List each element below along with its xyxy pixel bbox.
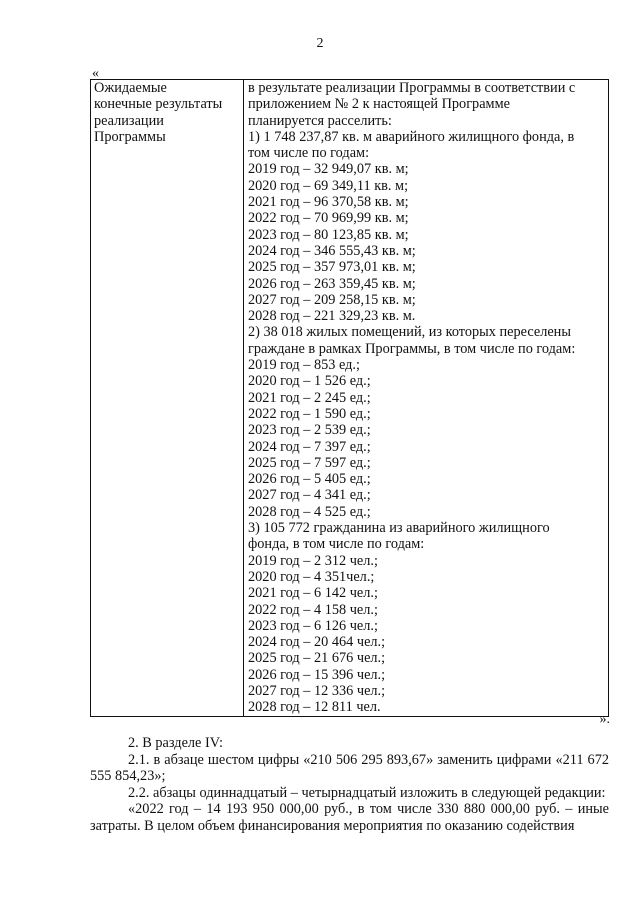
content-line: 2023 год – 80 123,85 кв. м; [248, 226, 409, 243]
content-line: 2028 год – 221 329,23 кв. м. [248, 308, 416, 325]
content-line: 2028 год – 4 525 ед.; [248, 503, 371, 520]
content-line: 1) 1 748 237,87 кв. м аварийного жилищного фонда, в [248, 128, 575, 145]
content-line: 2019 год – 32 949,07 кв. м; [248, 161, 409, 178]
content-line: 2) 38 018 жилых помещений, из которых переселены [248, 324, 571, 341]
content-line: том числе по годам: [248, 145, 370, 162]
table-row [91, 80, 609, 717]
content-line: 2021 год – 2 245 ед.; [248, 389, 371, 406]
paragraph-2-1: 2.1. в абзаце шестом цифры «210 506 295 893,67» заменить цифрами «211 672 555 854,23»; [90, 751, 609, 785]
table-label-cell [91, 80, 244, 717]
content-line: 2019 год – 2 312 чел.; [248, 552, 378, 569]
content-line: 2020 год – 69 349,11 кв. м; [248, 177, 409, 194]
content-line: 2021 год – 6 142 чел.; [248, 585, 378, 602]
content-line: 2020 год – 4 351чел.; [248, 568, 375, 585]
page-number: 2 [316, 36, 324, 51]
paragraph-section-iv: 2. В разделе IV: [128, 735, 223, 751]
content-line: 2025 год – 357 973,01 кв. м; [248, 259, 416, 276]
content-line: 2019 год – 853 ед.; [248, 357, 360, 374]
content-line: 2025 год – 7 597 ед.; [248, 454, 371, 471]
label-line: реализации [94, 112, 164, 129]
content-line: фонда, в том числе по годам: [248, 536, 425, 553]
content-line: 2022 год – 1 590 ед.; [248, 405, 371, 422]
table-content-cell [244, 80, 609, 717]
content-line: 2027 год – 209 258,15 кв. м; [248, 291, 416, 308]
label-line: конечные результаты [94, 96, 223, 113]
closing-quote: ». [599, 712, 610, 727]
label-line: Программы [94, 128, 166, 145]
program-results-table [90, 79, 609, 717]
content-line: 2024 год – 20 464 чел.; [248, 634, 386, 651]
content-line: 2024 год – 7 397 ед.; [248, 438, 371, 455]
content-line: 2025 год – 21 676 чел.; [248, 650, 386, 667]
paragraph-2-2: 2.2. абзацы одиннадцатый – четырнадцатый изложить в следующей редакции: [128, 784, 606, 801]
content-line: 2024 год – 346 555,43 кв. м; [248, 242, 416, 259]
content-line: 2023 год – 2 539 ед.; [248, 422, 371, 439]
content-line: 2026 год – 15 396 чел.; [248, 666, 386, 683]
label-line: Ожидаемые [94, 80, 167, 96]
paragraph-2022: «2022 год – 14 193 950 000,00 руб., в том числе 330 880 000,00 руб. – иные затраты. В целом объем финансирования мероприятия по оказанию содействия [90, 801, 609, 834]
content-line: 2023 год – 6 126 чел.; [248, 617, 378, 634]
content-line: 3) 105 772 гражданина из аварийного жилищного [248, 520, 550, 537]
content-line: 2022 год – 70 969,99 кв. м; [248, 210, 409, 227]
content-line: 2022 год – 4 158 чел.; [248, 601, 378, 618]
content-line: планируется расселить: [248, 112, 392, 129]
body-text [90, 735, 609, 835]
content-line: 2026 год – 5 405 ед.; [248, 471, 371, 488]
content-line: 2027 год – 12 336 чел.; [248, 682, 386, 699]
content-line: граждане в рамках Программы, в том числе по годам: [248, 340, 576, 357]
content-line: приложением № 2 к настоящей Программе [248, 96, 510, 113]
content-line: 2026 год – 263 359,45 кв. м; [248, 275, 416, 292]
content-line: 2027 год – 4 341 ед.; [248, 487, 371, 504]
content-line: 2021 год – 96 370,58 кв. м; [248, 194, 409, 211]
content-line: 2020 год – 1 526 ед.; [248, 373, 371, 390]
content-line: 2028 год – 12 811 чел. [248, 699, 381, 716]
opening-quote: « [92, 66, 99, 81]
content-line: в результате реализации Программы в соответствии с [248, 80, 576, 96]
